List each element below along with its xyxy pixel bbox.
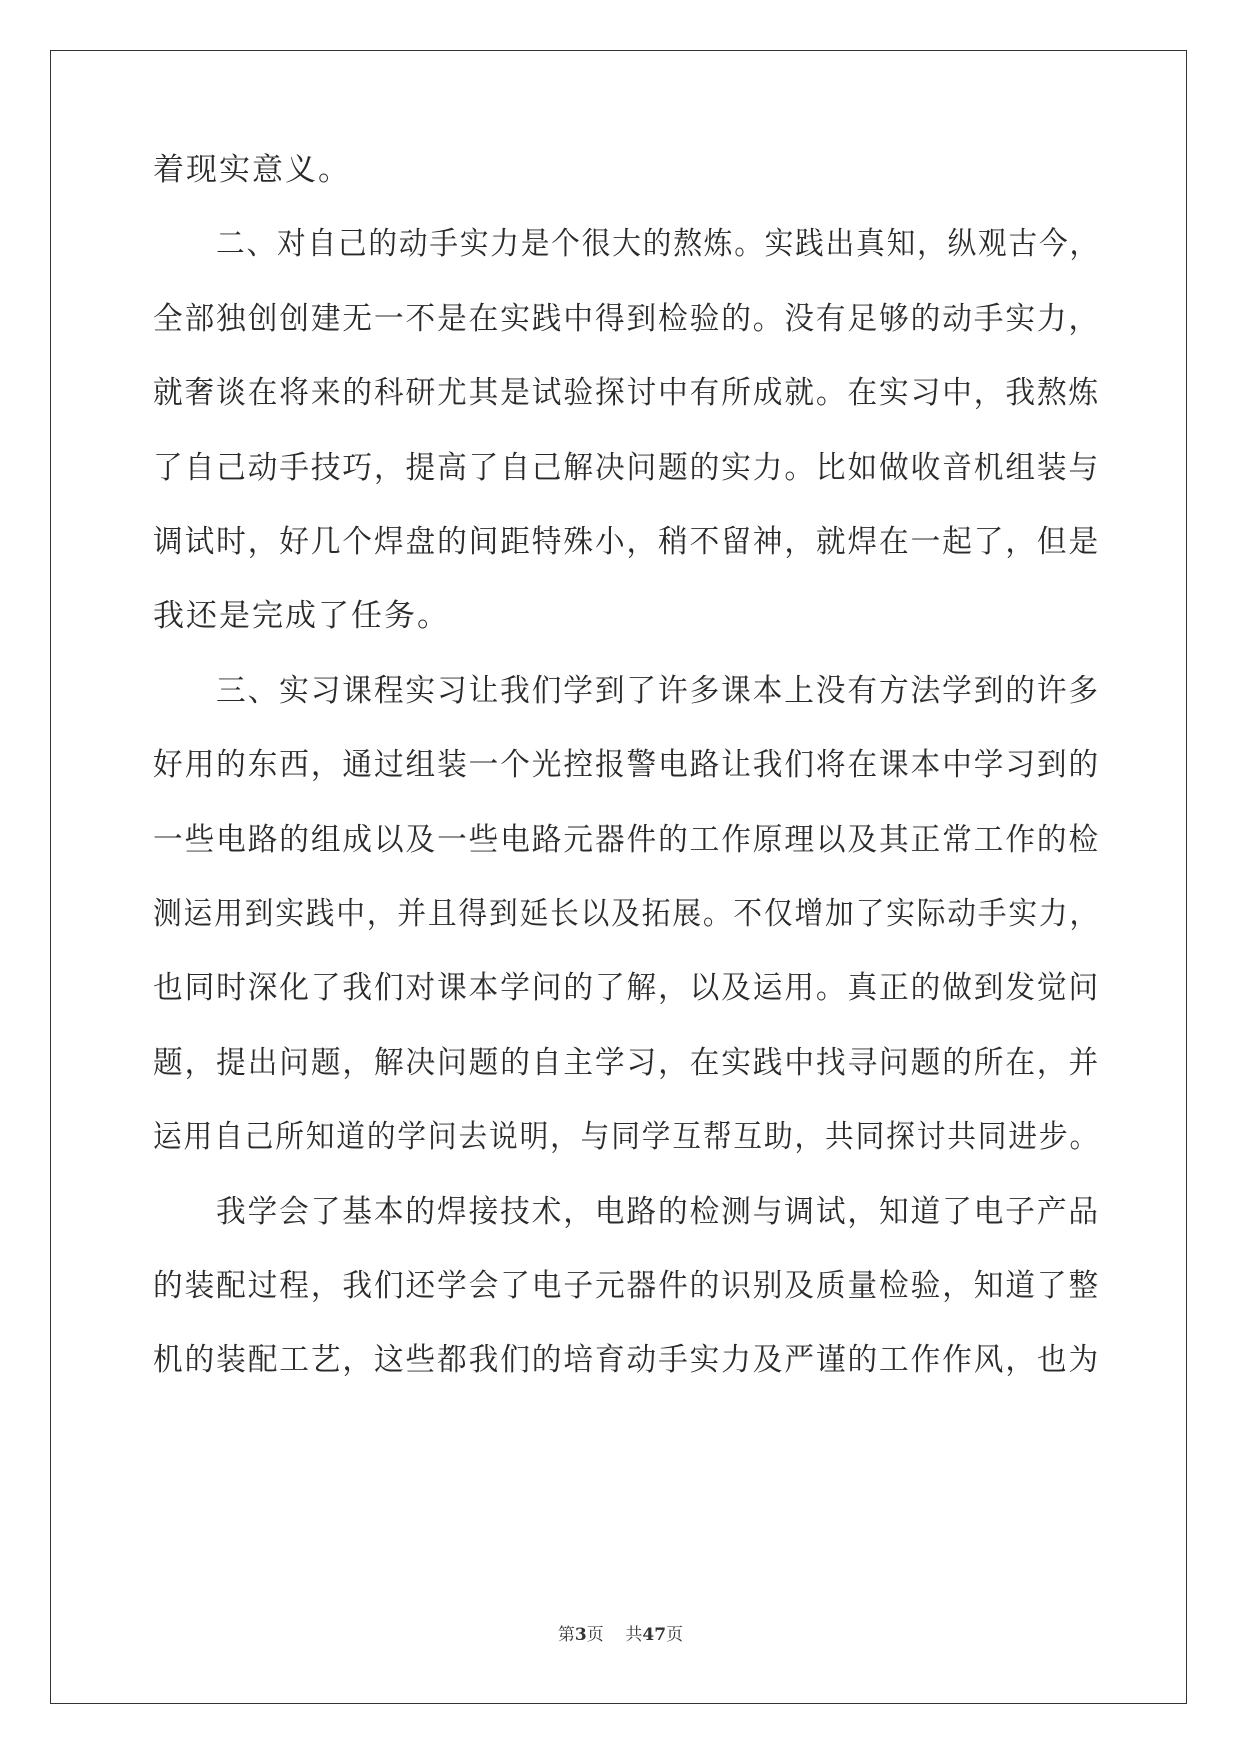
text-line: 三、实习课程实习让我们学到了许多课本上没有方法学到的许多 (216, 673, 1100, 709)
footer-page-number: 3 (574, 1625, 587, 1645)
page-footer (0, 1620, 1241, 1645)
text-line: 我还是完成了任务。 (153, 598, 450, 634)
text-line: 的装配过程，我们还学会了电子元器件的识别及质量检验，知道了整 (153, 1268, 1101, 1304)
footer-total-pages: 47 (642, 1625, 667, 1645)
text-line: 就奢谈在将来的科研尤其是试验探讨中有所成就。在实习中，我熬炼 (153, 375, 1101, 411)
footer-total-suffix: 页 (666, 1625, 684, 1645)
text-line: 调试时，好几个焊盘的间距特殊小，稍不留神，就焊在一起了，但是 (153, 524, 1101, 560)
text-line: 测运用到实践中，并且得到延长以及拓展。不仅增加了实际动手实力， (153, 896, 1100, 932)
footer-page-suffix: 页 (586, 1625, 604, 1645)
footer-total-prefix: 共 (625, 1625, 643, 1645)
text-line: 一些电路的组成以及一些电路元器件的工作原理以及其正常工作的检 (153, 822, 1101, 858)
text-line: 着现实意义。 (153, 152, 351, 188)
text-line: 题，提出问题，解决问题的自主学习，在实践中找寻问题的所在，并 (153, 1045, 1101, 1081)
text-line: 运用自己所知道的学问去说明，与同学互帮互助，共同探讨共同进步。 (153, 1119, 1100, 1155)
text-line: 也同时深化了我们对课本学问的了解，以及运用。真正的做到发觉问 (153, 970, 1101, 1006)
text-line: 机的装配工艺，这些都我们的培育动手实力及严谨的工作作风，也为 (153, 1342, 1101, 1378)
footer-page-prefix: 第 (557, 1625, 575, 1645)
text-line: 好用的东西，通过组装一个光控报警电路让我们将在课本中学习到的 (153, 747, 1101, 783)
text-line: 我学会了基本的焊接技术，电路的检测与调试，知道了电子产品 (216, 1194, 1100, 1230)
text-line: 全部独创创建无一不是在实践中得到检验的。没有足够的动手实力， (153, 301, 1101, 337)
text-line: 二、对自己的动手实力是个很大的熬炼。实践出真知，纵观古今， (216, 226, 1100, 262)
text-line: 了自己动手技巧，提高了自己解决问题的实力。比如做收音机组装与 (153, 450, 1101, 486)
